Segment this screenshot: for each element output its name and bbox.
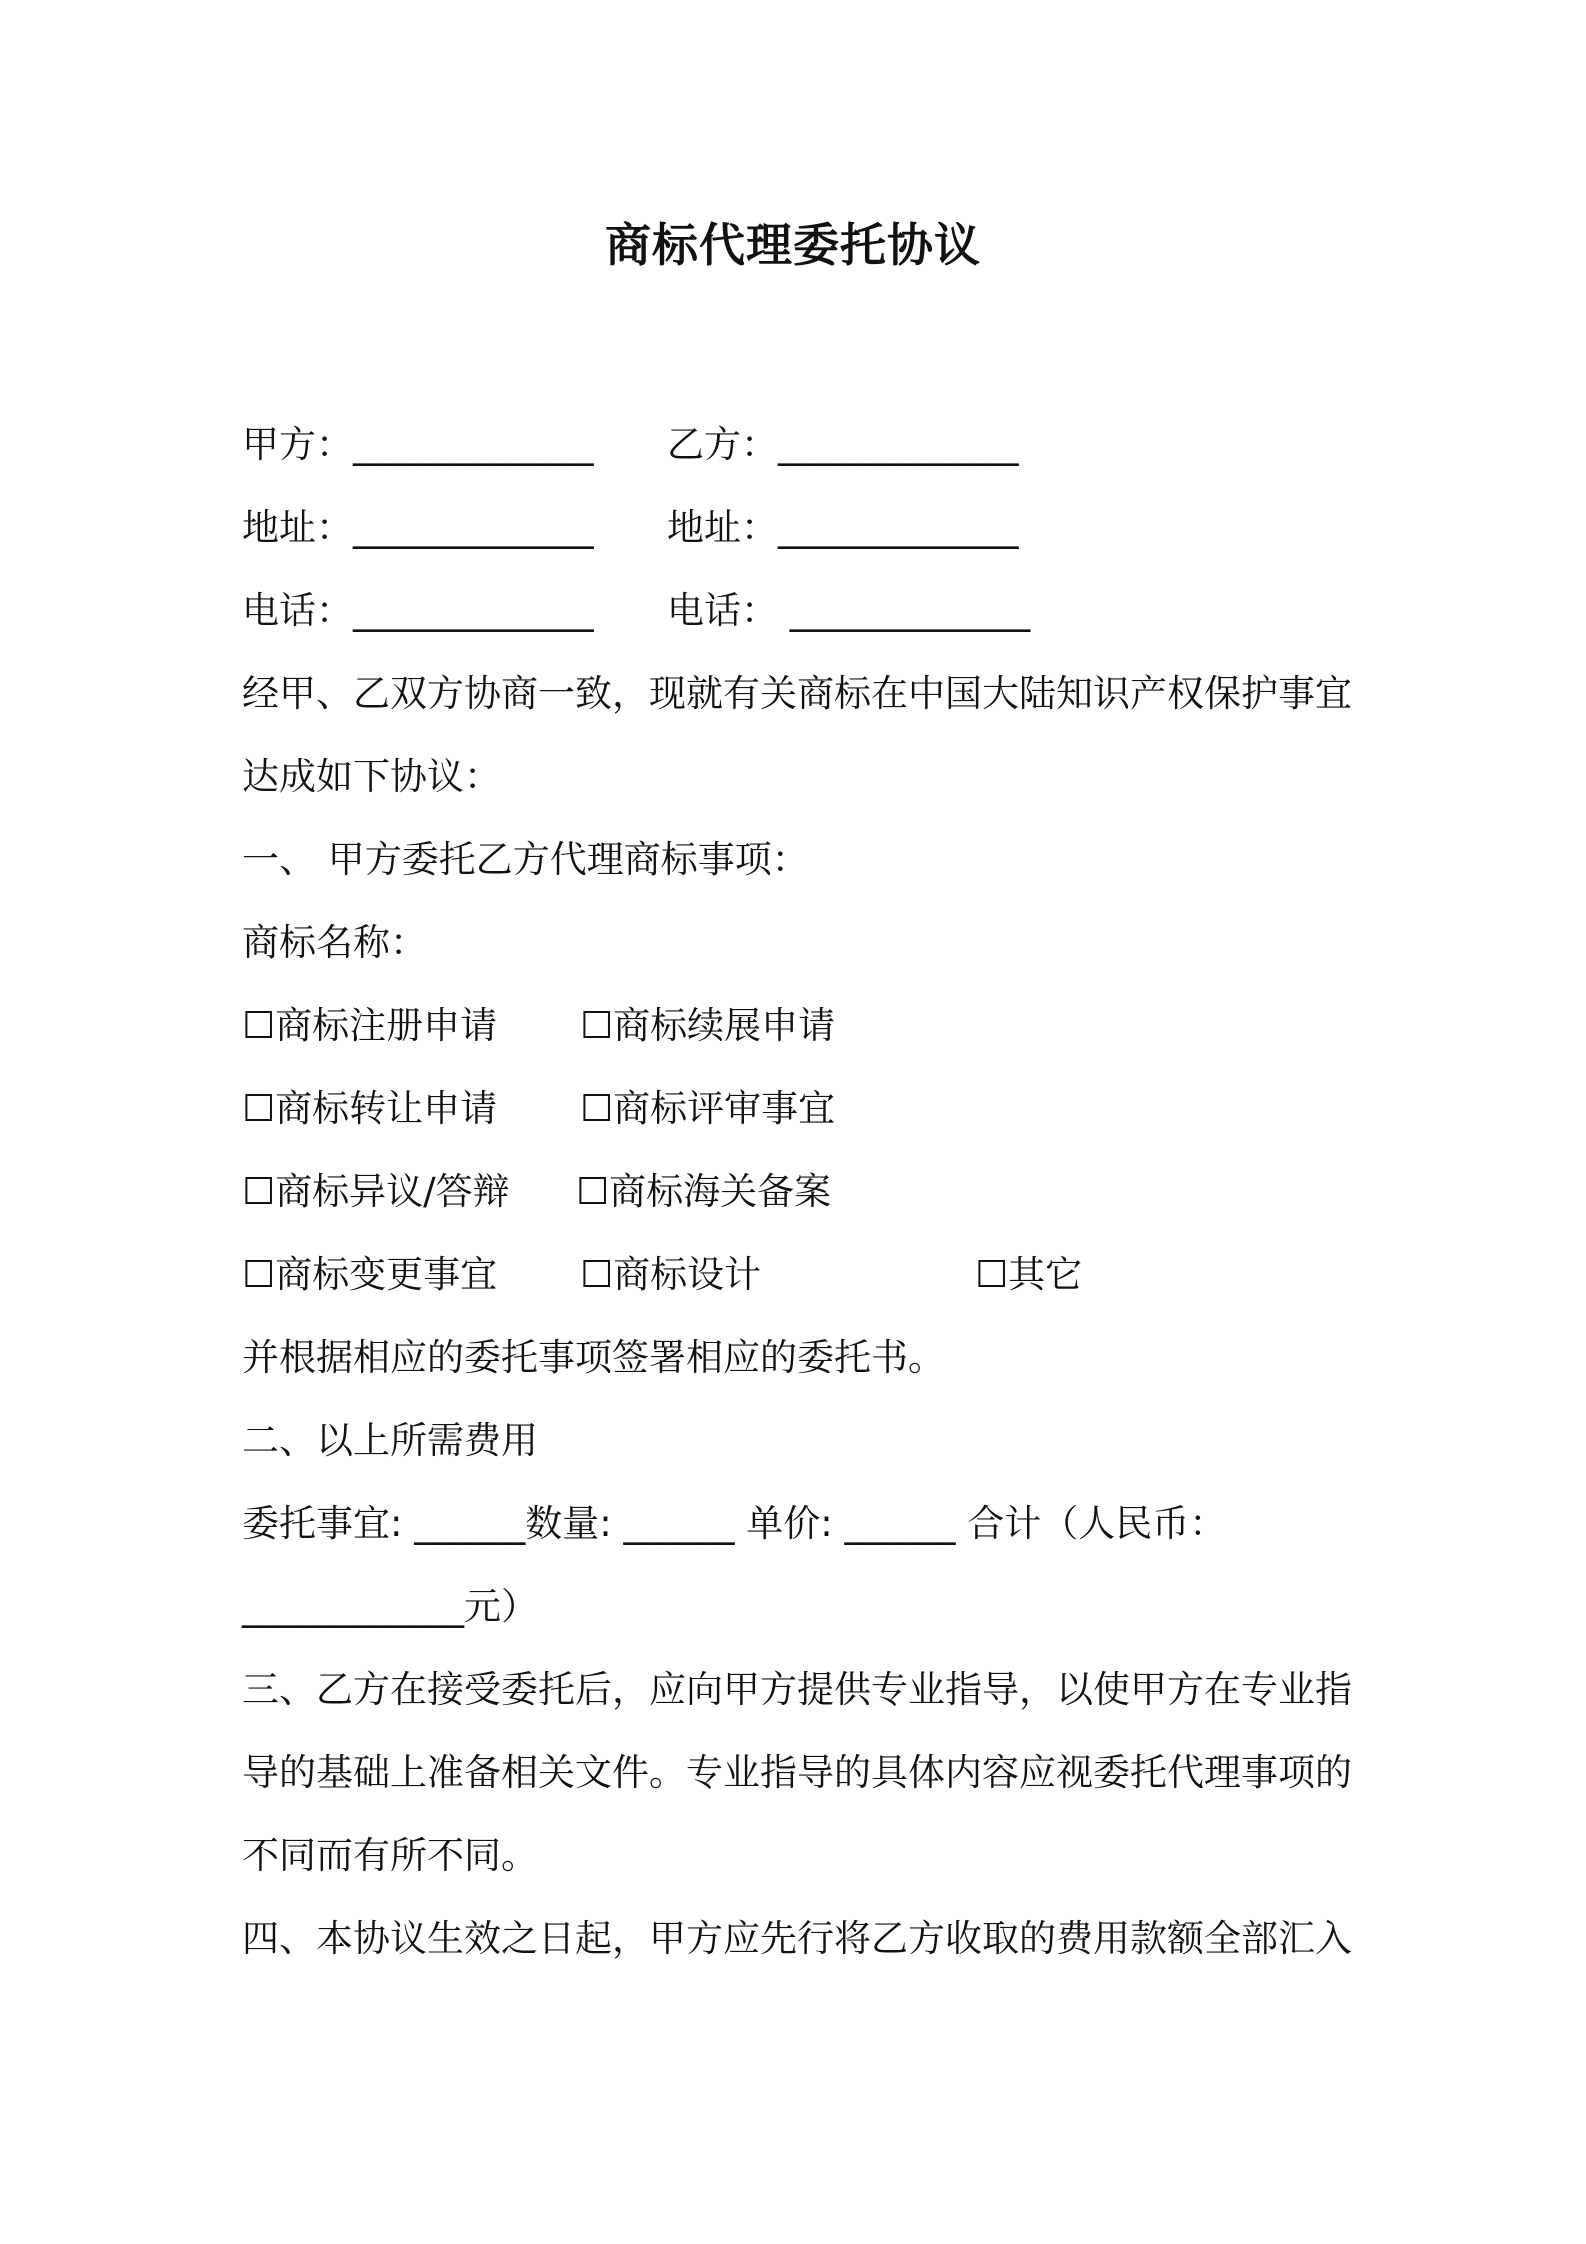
section-4-line-1: 四、本协议生效之日起，甲方应先行将乙方收取的费用款额全部汇入 — [242, 1917, 1352, 1960]
address-a-field: 地址：_____________ — [242, 506, 594, 549]
option-change: ☐商标变更事宜 — [242, 1253, 498, 1296]
phone-a-field: 电话：_____________ — [242, 589, 594, 632]
phone-b-field: 电话： _____________ — [667, 589, 1031, 632]
intro-line-2: 达成如下协议： — [242, 755, 501, 798]
section-3-line-1: 三、乙方在接受委托后，应向甲方提供专业指导，以使甲方在专业指 — [242, 1668, 1352, 1711]
intro-line-1: 经甲、乙双方协商一致，现就有关商标在中国大陆知识产权保护事宜 — [242, 672, 1352, 715]
section-3-line-3: 不同而有所不同。 — [242, 1834, 538, 1877]
option-review: ☐商标评审事宜 — [580, 1087, 836, 1130]
section-3-line-2: 导的基础上准备相关文件。专业指导的具体内容应视委托代理事项的 — [242, 1751, 1352, 1794]
fee-line: 委托事宜: ______数量: ______ 单价: ______ 合计（人民币： — [242, 1502, 1227, 1545]
option-transfer: ☐商标转让申请 — [242, 1087, 498, 1130]
option-customs: ☐商标海关备案 — [576, 1170, 832, 1213]
section-1-heading: 一、 甲方委托乙方代理商标事项： — [242, 838, 809, 881]
trademark-name-label: 商标名称： — [242, 921, 427, 964]
option-design: ☐商标设计 — [580, 1253, 762, 1296]
address-b-field: 地址：_____________ — [667, 506, 1019, 549]
option-registration: ☐商标注册申请 — [242, 1004, 498, 1047]
party-b-field: 乙方：_____________ — [667, 423, 1019, 466]
document-title: 商标代理委托协议 — [605, 218, 981, 272]
option-renewal: ☐商标续展申请 — [580, 1004, 836, 1047]
section-2-heading: 二、以上所需费用 — [242, 1419, 538, 1462]
party-a-field: 甲方：_____________ — [242, 423, 594, 466]
option-opposition: ☐商标异议/答辩 — [242, 1170, 510, 1213]
option-other: ☐其它 — [975, 1253, 1083, 1296]
fee-total-line: ____________元） — [242, 1585, 538, 1628]
section-1-closing: 并根据相应的委托事项签署相应的委托书。 — [242, 1336, 945, 1379]
